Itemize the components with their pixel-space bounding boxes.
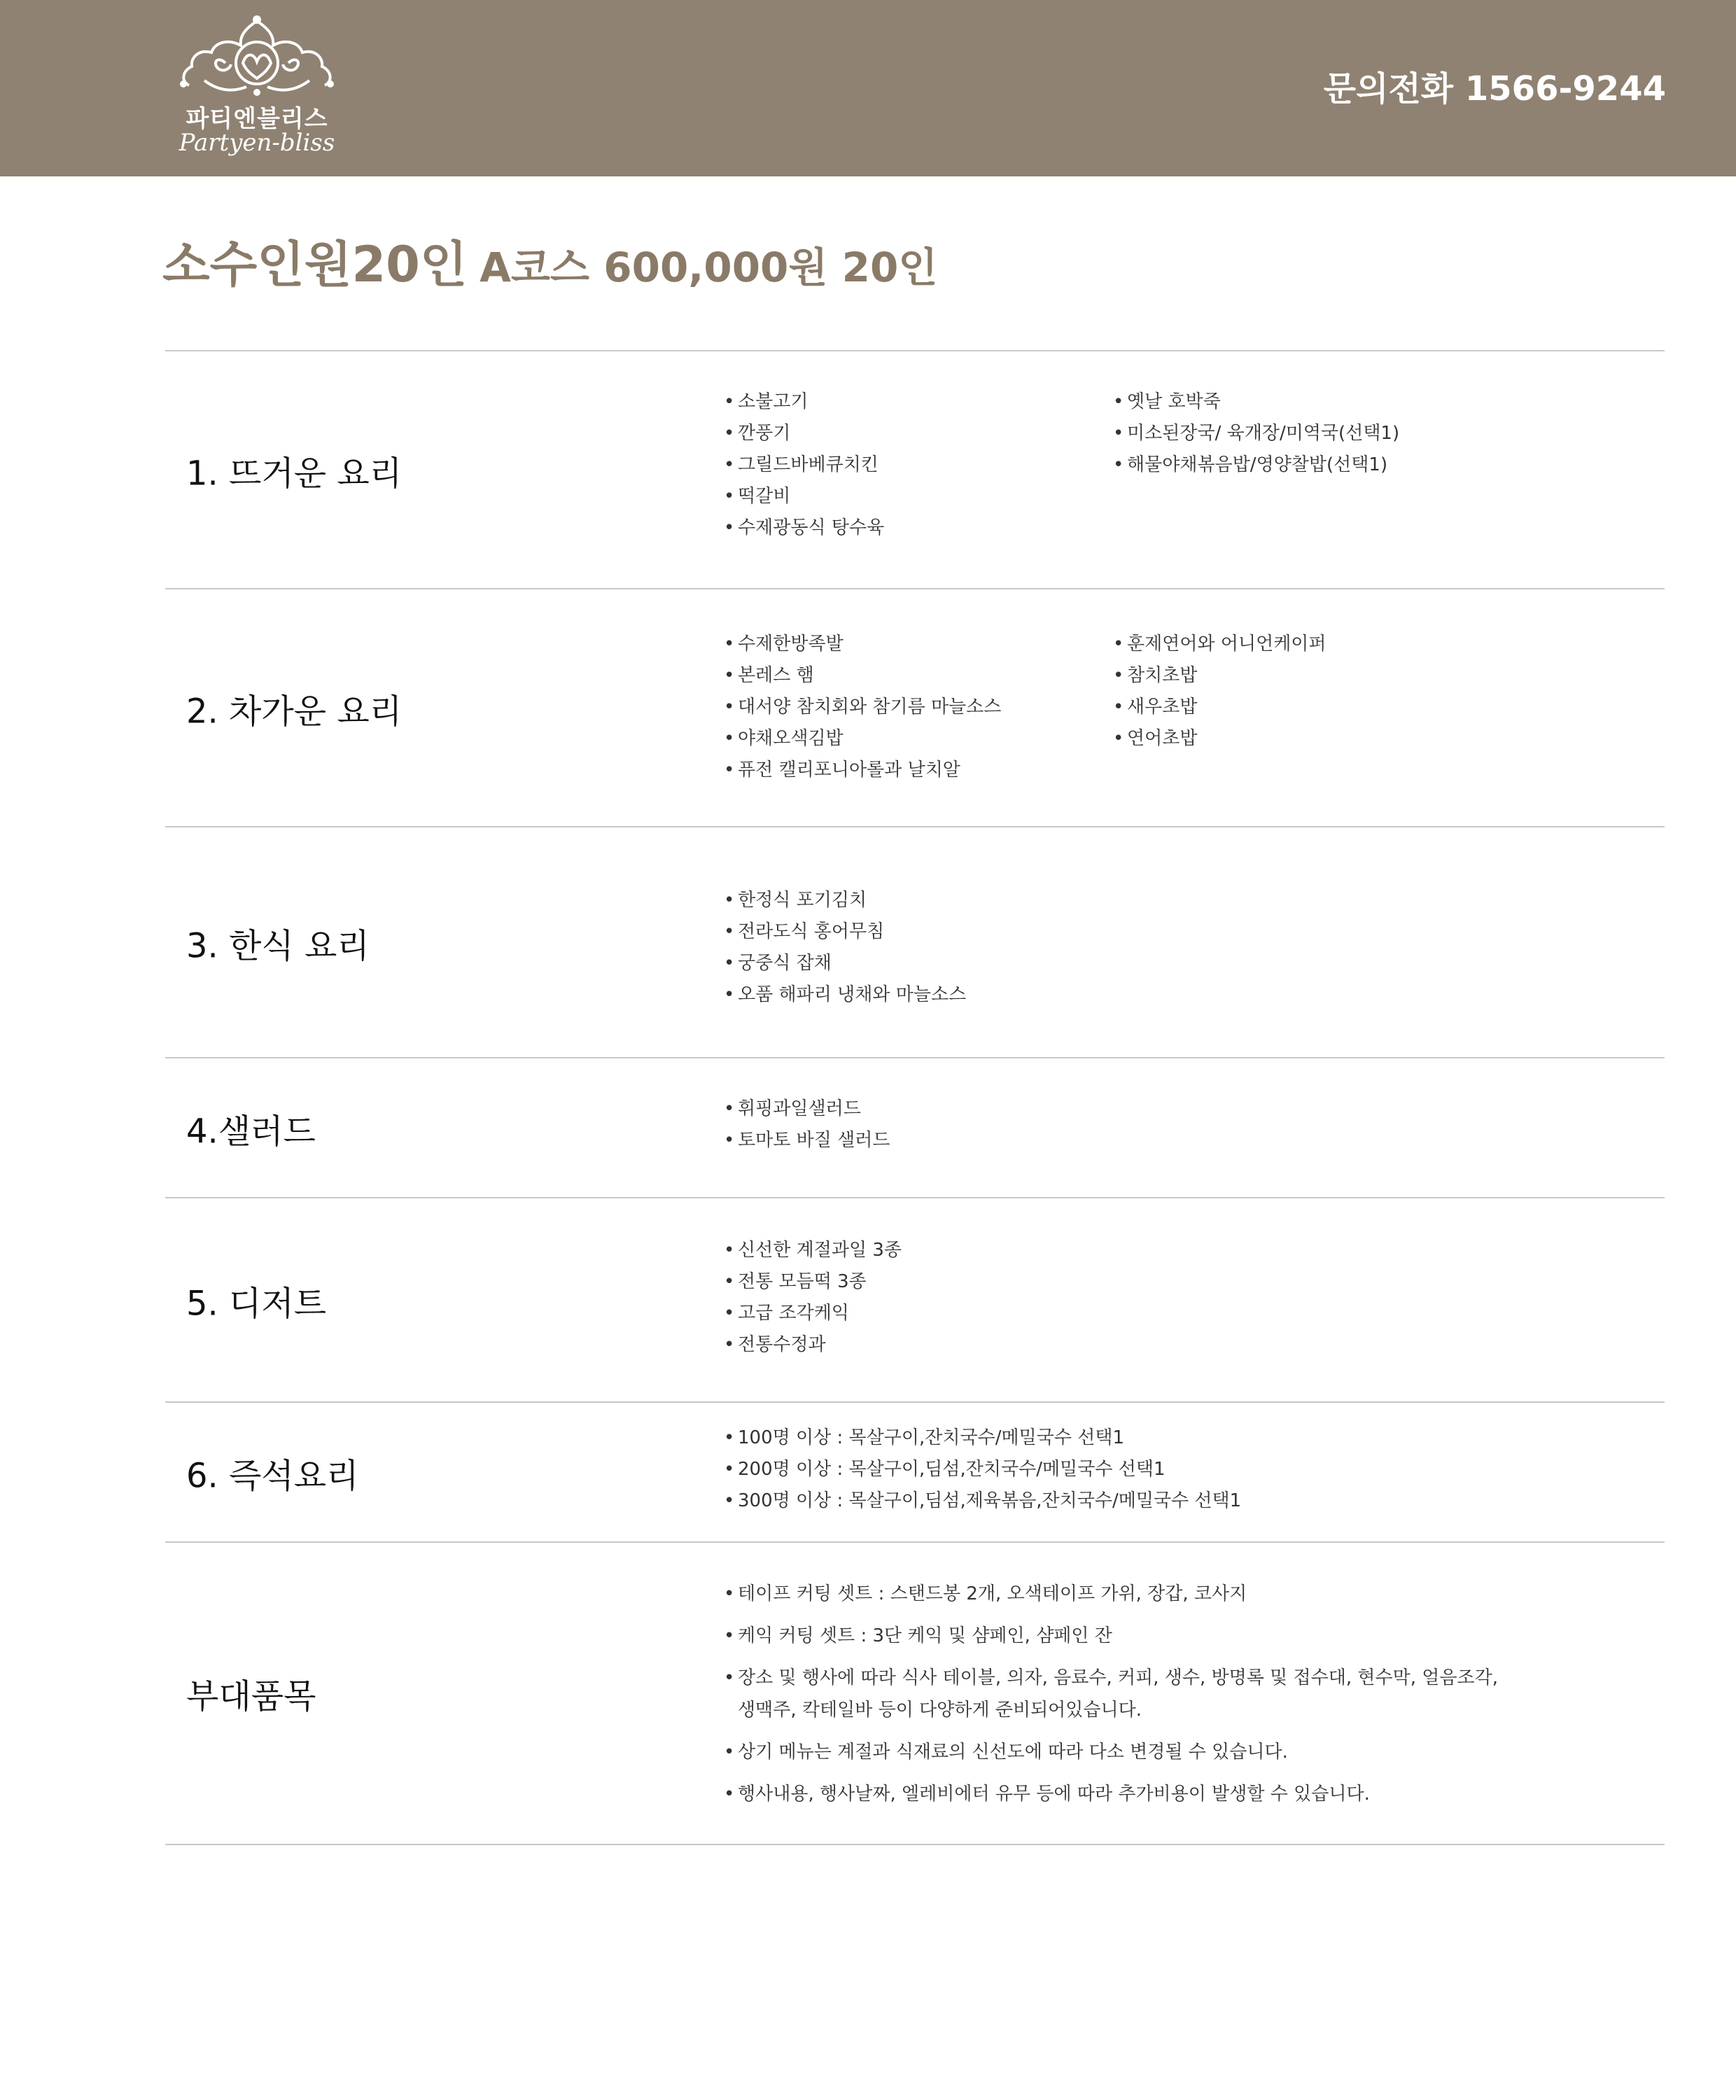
section-title: 1. 뜨거운 요리 xyxy=(186,454,402,493)
logo-korean-text: 파티엔블리스 xyxy=(186,105,328,133)
list-item: • 휘핑과일샐러드 xyxy=(724,1093,890,1125)
section-salad xyxy=(165,1057,1665,1198)
list-item: • 궁중식 잡채 xyxy=(724,948,966,979)
list-item: • 깐풍기 xyxy=(724,418,884,449)
header xyxy=(0,0,1736,176)
section-extras xyxy=(165,1541,1665,1845)
menu-list xyxy=(724,386,884,544)
menu-list xyxy=(724,1578,1508,1820)
section-title: 3. 한식 요리 xyxy=(186,926,370,966)
logo[interactable] xyxy=(162,14,351,161)
list-item: • 고급 조각케익 xyxy=(724,1298,902,1329)
section-dessert xyxy=(165,1197,1665,1403)
list-item: • 그릴드바베큐치킨 xyxy=(724,449,884,481)
list-item: • 300명 이상 : 목살구이,딤섬,제육볶음,잔치국수/메밀국수 선택1 xyxy=(724,1485,1241,1517)
list-item: • 떡갈비 xyxy=(724,481,884,512)
list-item: • 전라도식 홍어무침 xyxy=(724,916,966,948)
list-item: • 케익 커팅 셋트 : 3단 케익 및 샴페인, 샴페인 잔 xyxy=(724,1620,1508,1652)
list-item: • 전통수정과 xyxy=(724,1329,902,1361)
section-live-cooking xyxy=(165,1401,1665,1543)
menu-list xyxy=(724,629,1001,786)
page-title-sub: A코스 600,000원 20인 xyxy=(479,244,938,291)
list-item: • 토마토 바질 샐러드 xyxy=(724,1125,890,1156)
menu-list xyxy=(724,1235,902,1361)
logo-english-text: Partyen-bliss xyxy=(178,129,335,157)
list-item: • 행사내용, 행사날짜, 엘레비에터 유무 등에 따라 추가비용이 발생할 수 있습니다. xyxy=(724,1778,1508,1810)
list-item: • 본레스 햄 xyxy=(724,660,1001,692)
section-title: 5. 디저트 xyxy=(186,1284,327,1324)
list-item: • 장소 및 행사에 따라 식사 테이블, 의자, 음료수, 커피, 생수, 방명록 및 접수대, 현수막, 얼음조각, 생맥주, 칵테일바 등이 다양하게 준비되어있습니다. xyxy=(724,1662,1508,1726)
list-item: • 오품 해파리 냉채와 마늘소스 xyxy=(724,979,966,1011)
menu-list xyxy=(724,885,966,1011)
list-item: • 야채오색김밥 xyxy=(724,723,1001,755)
list-item: • 새우초밥 xyxy=(1113,692,1326,723)
list-item: • 미소된장국/ 육개장/미역국(선택1) xyxy=(1113,418,1399,449)
section-title: 부대품목 xyxy=(186,1676,316,1716)
list-item: • 연어초밥 xyxy=(1113,723,1326,755)
list-item: • 소불고기 xyxy=(724,386,884,418)
crest-icon xyxy=(162,14,351,105)
list-item: • 전통 모듬떡 3종 xyxy=(724,1266,902,1298)
list-item: • 200명 이상 : 목살구이,딤섬,잔치국수/메밀국수 선택1 xyxy=(724,1454,1241,1485)
list-item: • 해물야채볶음밥/영양찰밥(선택1) xyxy=(1113,449,1399,481)
section-korean-dishes xyxy=(165,826,1665,1058)
section-title: 2. 차가운 요리 xyxy=(186,692,402,732)
list-item: • 상기 메뉴는 계절과 식재료의 신선도에 따라 다소 변경될 수 있습니다. xyxy=(724,1736,1508,1768)
list-item: • 100명 이상 : 목살구이,잔치국수/메밀국수 선택1 xyxy=(724,1422,1241,1454)
list-item: • 테이프 커팅 셋트 : 스탠드봉 2개, 오색테이프 가위, 장갑, 코사지 xyxy=(724,1578,1508,1610)
page-title-main: 소수인원20인 xyxy=(162,236,468,293)
list-item: • 신선한 계절과일 3종 xyxy=(724,1235,902,1266)
list-item: • 대서양 참치회와 참기름 마늘소스 xyxy=(724,692,1001,723)
list-item: • 퓨전 캘리포니아롤과 날치알 xyxy=(724,755,1001,786)
list-item: • 수제광동식 탕수육 xyxy=(724,512,884,544)
list-item: • 참치초밥 xyxy=(1113,660,1326,692)
section-hot-dishes xyxy=(165,350,1665,589)
section-title: 6. 즉석요리 xyxy=(186,1456,359,1496)
page-title xyxy=(162,225,937,296)
menu-list xyxy=(724,1422,1241,1517)
section-title: 4.샐러드 xyxy=(186,1112,316,1152)
section-cold-dishes xyxy=(165,588,1665,827)
list-item: • 수제한방족발 xyxy=(724,629,1001,660)
menu-list xyxy=(1113,629,1326,755)
list-item: • 옛날 호박죽 xyxy=(1113,386,1399,418)
menu-list xyxy=(724,1093,890,1156)
list-item: • 훈제연어와 어니언케이퍼 xyxy=(1113,629,1326,660)
menu-list xyxy=(1113,386,1399,481)
contact-phone[interactable]: 문의전화 1566-9244 xyxy=(1323,69,1666,108)
list-item: • 한정식 포기김치 xyxy=(724,885,966,916)
